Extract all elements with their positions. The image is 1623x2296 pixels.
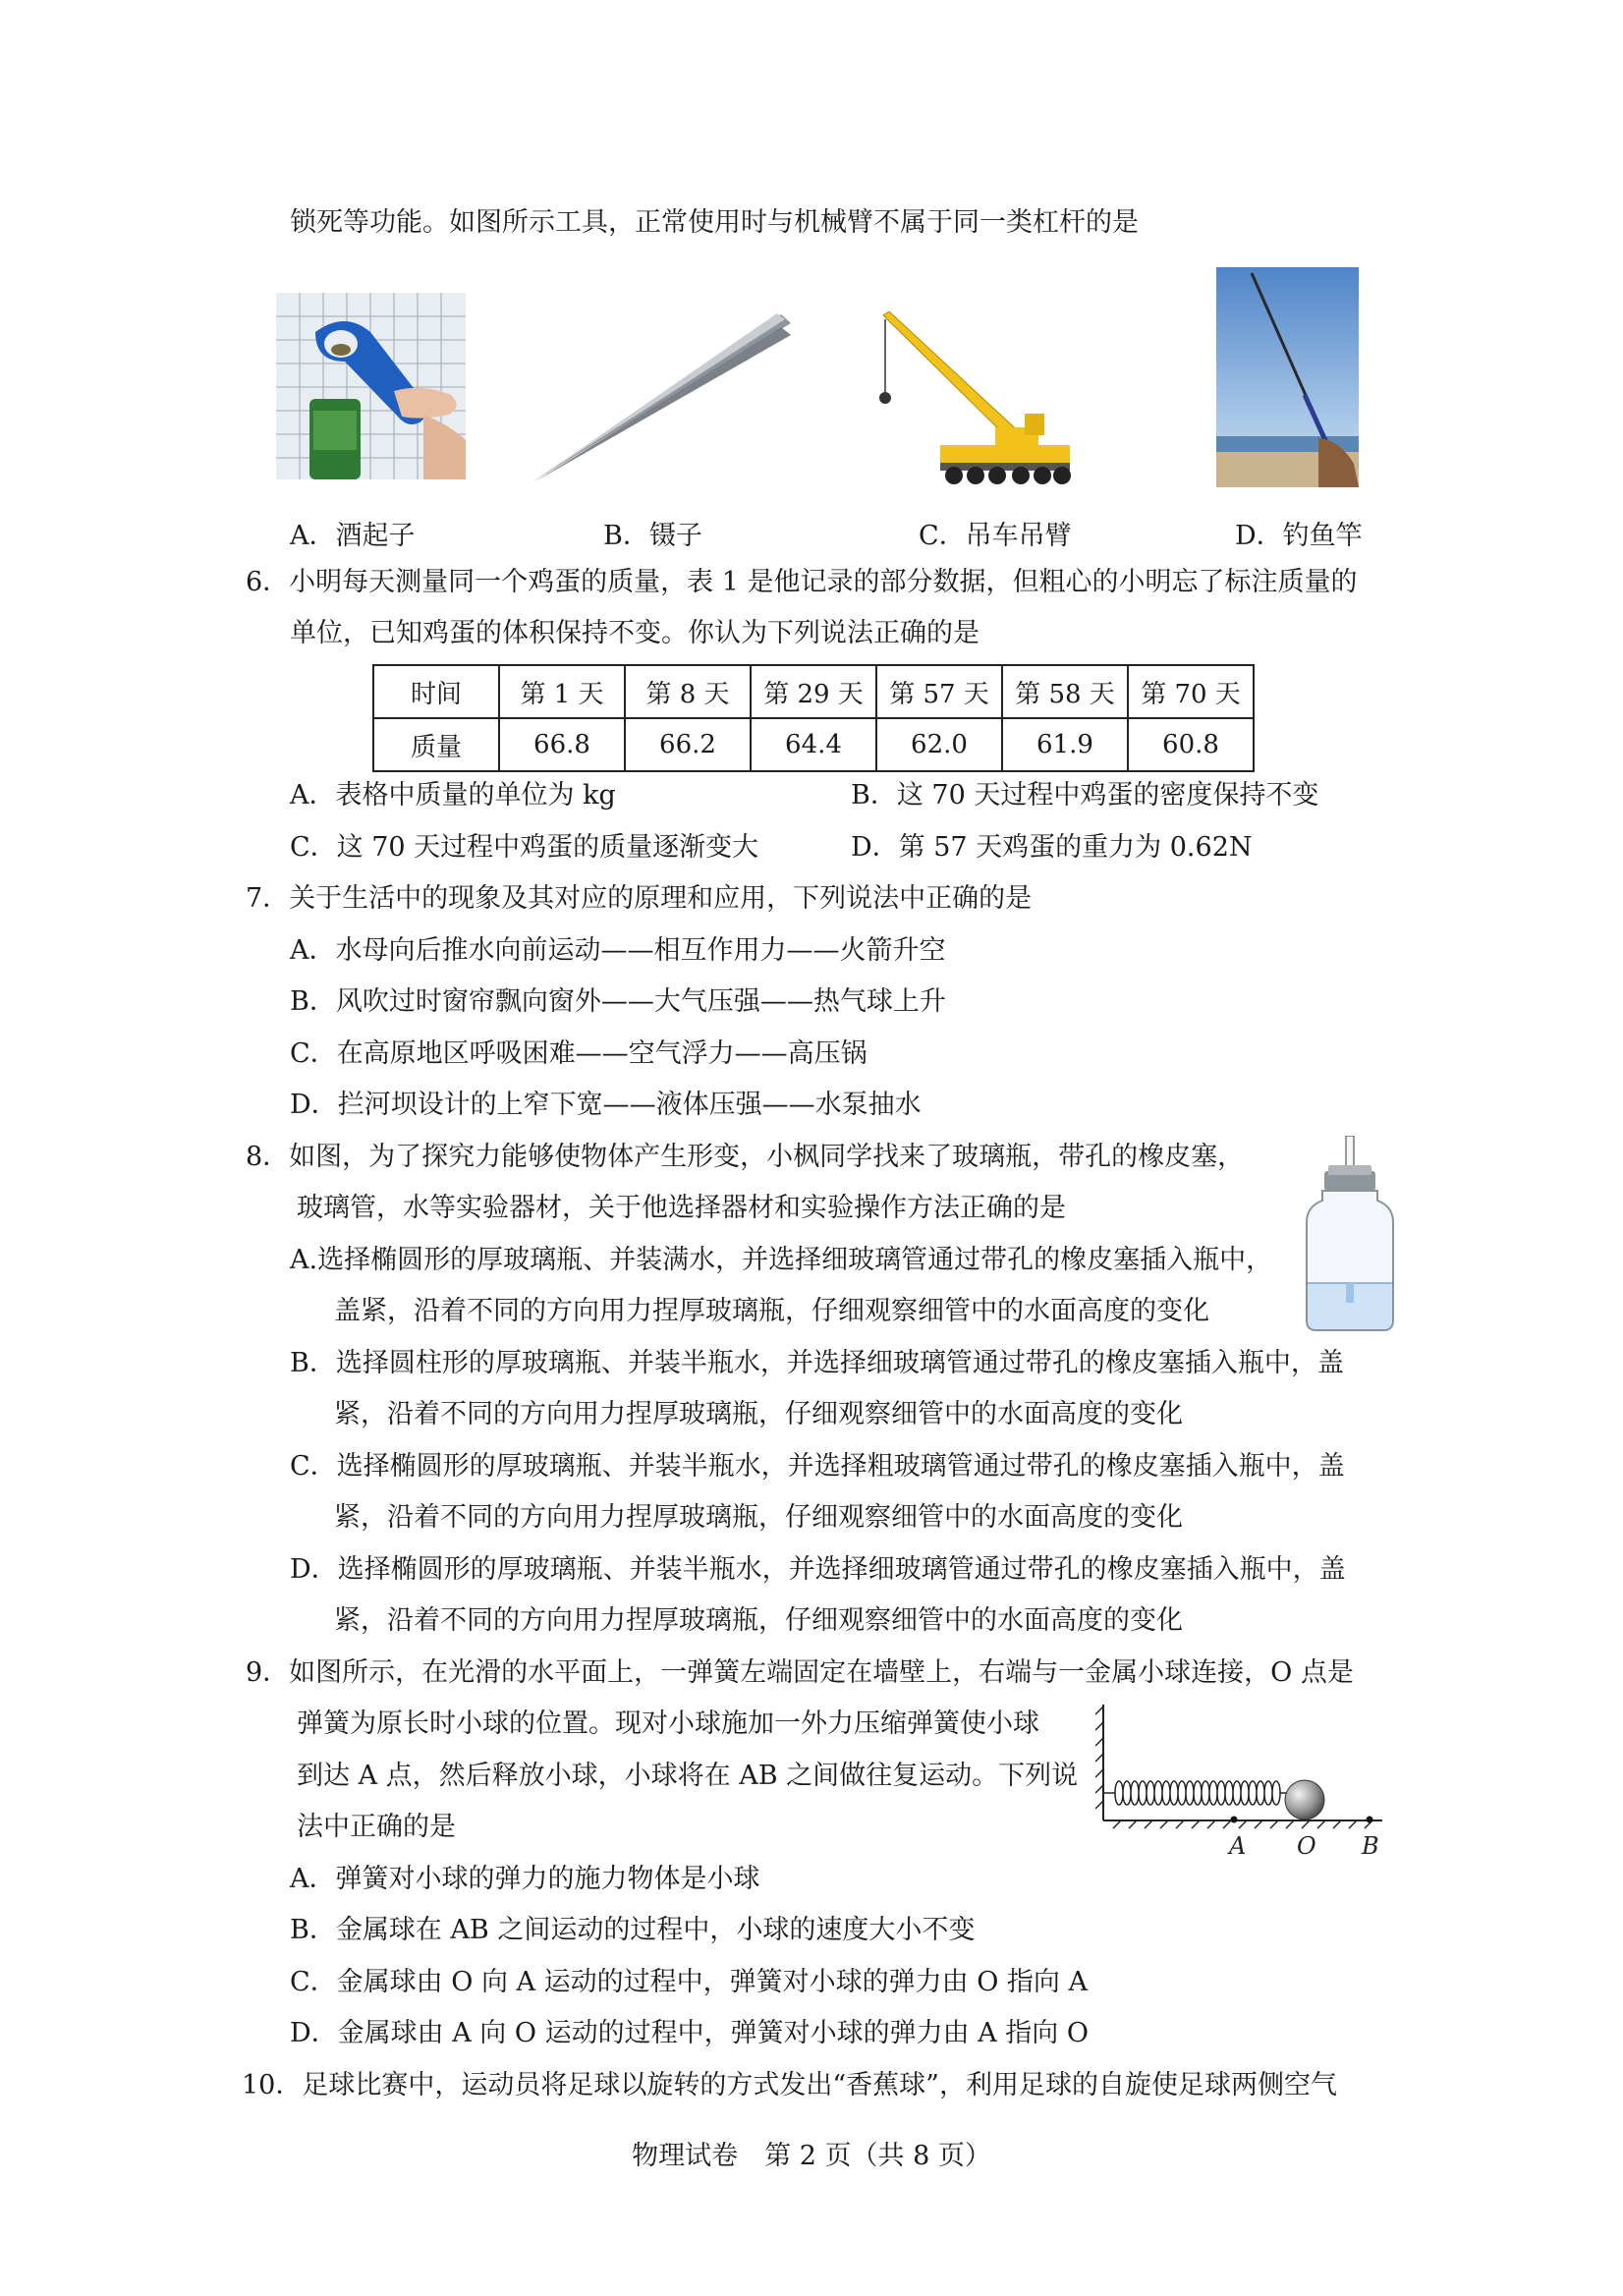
fishing-rod-photo <box>1216 267 1359 487</box>
spring-ball-figure <box>1095 1705 1390 1862</box>
q9-stem-line-2: 弹簧为原长时小球的位置。现对小球施加一外力压缩弹簧使小球 <box>297 1708 1039 1739</box>
q8-option-b-line-2: 紧，沿着不同的方向用力捏厚玻璃瓶，仔细观察细管中的水面高度的变化 <box>334 1399 1183 1429</box>
q10-stem: 10．足球比赛中，运动员将足球以旋转的方式发出“香蕉球”，利用足球的自旋使足球两侧空气 <box>242 2070 1337 2100</box>
bottle-opener-photo <box>276 293 466 479</box>
table-cell: 66.2 <box>625 718 751 771</box>
table-cell: 第 57 天 <box>876 665 1002 718</box>
q6-option-c: C．这 70 天过程中鸡蛋的质量逐渐变大 <box>290 832 759 863</box>
table-cell: 时间 <box>373 665 499 718</box>
q8-option-d-line-2: 紧，沿着不同的方向用力捏厚玻璃瓶，仔细观察细管中的水面高度的变化 <box>334 1605 1183 1636</box>
q9-option-a: A．弹簧对小球的弹力的施力物体是小球 <box>290 1864 760 1894</box>
table-cell: 61.9 <box>1002 718 1128 771</box>
point-b-label: B <box>1362 1832 1379 1860</box>
q5-option-b: B．镊子 <box>603 521 702 551</box>
table-cell: 60.8 <box>1128 718 1254 771</box>
q8-stem-line-2: 玻璃管，水等实验器材，关于他选择器材和实验操作方法正确的是 <box>297 1193 1066 1223</box>
q8-option-a-line-2: 盖紧，沿着不同的方向用力捏厚玻璃瓶，仔细观察细管中的水面高度的变化 <box>334 1296 1209 1326</box>
q6-option-a: A．表格中质量的单位为 kg <box>290 780 616 811</box>
table-cell: 第 29 天 <box>751 665 876 718</box>
q6-option-d: D．第 57 天鸡蛋的重力为 0.62N <box>851 832 1253 863</box>
q7-option-a: A．水母向后推水向前运动——相互作用力——火箭升空 <box>290 935 946 966</box>
tweezers-photo <box>524 309 791 481</box>
q9-stem-line-4: 法中正确的是 <box>297 1812 456 1842</box>
table-cell: 66.8 <box>499 718 625 771</box>
q6-stem-line-1: 6．小明每天测量同一个鸡蛋的质量，表 1 是他记录的部分数据，但粗心的小明忘了标注质量的 <box>246 567 1358 597</box>
table-cell: 质量 <box>373 718 499 771</box>
table-cell: 第 70 天 <box>1128 665 1254 718</box>
q5-option-d: D．钓鱼竿 <box>1235 521 1363 551</box>
q9-option-d: D．金属球由 A 向 O 运动的过程中，弹簧对小球的弹力由 A 指向 O <box>290 2018 1089 2048</box>
table-cell: 第 8 天 <box>625 665 751 718</box>
q8-option-c-line-2: 紧，沿着不同的方向用力捏厚玻璃瓶，仔细观察细管中的水面高度的变化 <box>334 1502 1183 1533</box>
q9-option-b: B．金属球在 AB 之间运动的过程中，小球的速度大小不变 <box>290 1915 976 1945</box>
q8-option-c-line-1: C．选择椭圆形的厚玻璃瓶、并装半瓶水，并选择粗玻璃管通过带孔的橡皮塞插入瓶中，盖 <box>290 1451 1345 1482</box>
glass-bottle-figure <box>1305 1136 1395 1332</box>
q8-stem-line-1: 8．如图，为了探究力能够使物体产生形变，小枫同学找来了玻璃瓶，带孔的橡皮塞， <box>246 1142 1245 1172</box>
point-a-label: A <box>1229 1832 1247 1860</box>
point-o-label: O <box>1297 1832 1316 1860</box>
table-cell: 第 58 天 <box>1002 665 1128 718</box>
crane-photo <box>877 311 1079 486</box>
q6-stem-line-2: 单位，已知鸡蛋的体积保持不变。你认为下列说法正确的是 <box>290 618 979 648</box>
table-row <box>373 718 1254 771</box>
q7-option-d: D．拦河坝设计的上窄下宽——液体压强——水泵抽水 <box>290 1090 922 1120</box>
q9-stem-line-1: 9．如图所示，在光滑的水平面上，一弹簧左端固定在墙壁上，右端与一金属小球连接，O 点是 <box>246 1657 1354 1688</box>
q9-option-c: C．金属球由 O 向 A 运动的过程中，弹簧对小球的弹力由 O 指向 A <box>290 1967 1089 1997</box>
q7-stem: 7．关于生活中的现象及其对应的原理和应用，下列说法中正确的是 <box>246 883 1033 914</box>
q7-option-c: C．在高原地区呼吸困难——空气浮力——高压锅 <box>290 1038 867 1069</box>
q9-stem-line-3: 到达 A 点，然后释放小球，小球将在 AB 之间做往复运动。下列说 <box>297 1761 1079 1791</box>
q5-option-c: C．吊车吊臂 <box>919 521 1072 551</box>
egg-mass-table <box>372 664 1255 772</box>
q8-option-b-line-1: B．选择圆柱形的厚玻璃瓶、并装半瓶水，并选择细玻璃管通过带孔的橡皮塞插入瓶中，盖 <box>290 1348 1344 1378</box>
q8-option-a-line-1: A.选择椭圆形的厚玻璃瓶、并装满水，并选择细玻璃管通过带孔的橡皮塞插入瓶中， <box>290 1245 1273 1275</box>
question-5-stem-continuation: 锁死等功能。如图所示工具，正常使用时与机械臂不属于同一类杠杆的是 <box>290 207 1139 238</box>
table-cell: 第 1 天 <box>499 665 625 718</box>
q8-option-d-line-1: D．选择椭圆形的厚玻璃瓶、并装半瓶水，并选择细玻璃管通过带孔的橡皮塞插入瓶中，盖 <box>290 1554 1346 1585</box>
q5-option-a: A．酒起子 <box>290 521 416 551</box>
table-cell: 64.4 <box>751 718 876 771</box>
page-footer: 物理试卷 第 2 页（共 8 页） <box>632 2141 991 2171</box>
table-cell: 62.0 <box>876 718 1002 771</box>
q6-option-b: B．这 70 天过程中鸡蛋的密度保持不变 <box>851 780 1319 811</box>
table-row <box>373 665 1254 718</box>
q7-option-b: B．风吹过时窗帘飘向窗外——大气压强——热气球上升 <box>290 986 946 1017</box>
